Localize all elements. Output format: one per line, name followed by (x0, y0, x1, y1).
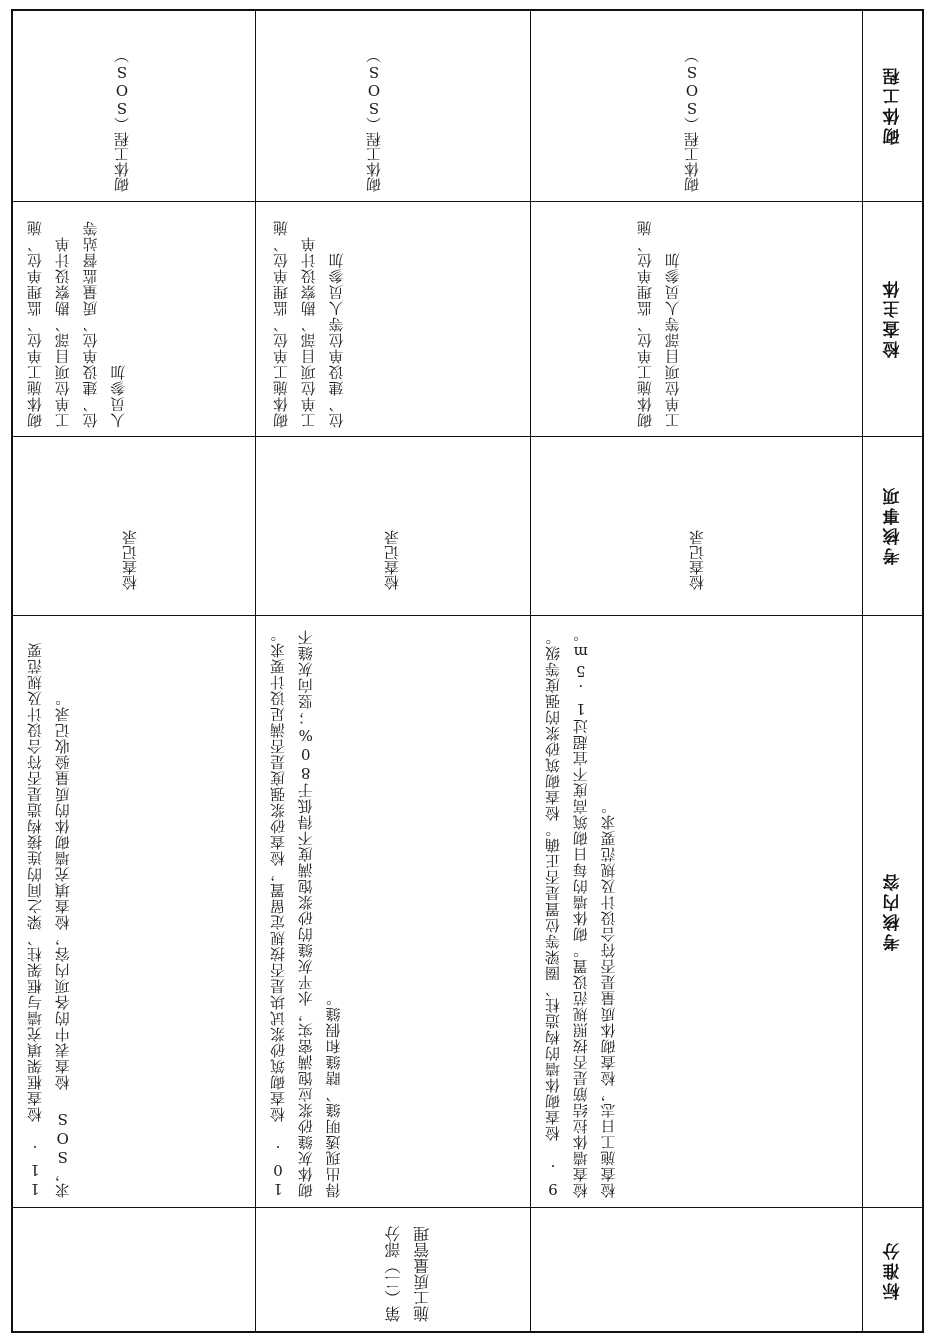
check-cell-1: 检查记录 (688, 530, 706, 590)
column-divider (862, 9, 863, 1333)
row-divider (11, 1207, 924, 1208)
row-divider (11, 201, 924, 202)
basis-cell-3: 砌体工程（SOS） (113, 48, 131, 192)
check-cell-2: 检查记录 (383, 530, 401, 590)
subject-cell-1: 砌体施工单位、监理单位、施工单位项目部等人员参加 (636, 220, 682, 428)
row-divider (11, 615, 924, 616)
header-cell-subject: 检查主体 (883, 278, 904, 359)
header-cell-basis: 砌体工程 (883, 65, 904, 145)
row-divider (11, 436, 924, 437)
content-cell-1: 9. 检查砌体墙的构造柱、圈梁等位置是否正确。检查砌筑砂浆的强度等级。检查墙体拉结筋是否按照规范设置。砌体墙的每日砌筑高度不宜超过1.5m。检查施工日志，检查砌体质量是否符合设计及规范要求。 (544, 626, 618, 1198)
subject-cell-2: 砌体施工单位、监理单位、施工单位项目部、勘察设计单位、建设单位等人员参加 (272, 220, 346, 428)
basis-cell-2: 砌体工程（SOS） (365, 48, 383, 192)
header-cell-score: 标准分 (883, 1240, 904, 1300)
check-cell-3: 检查记录 (121, 530, 139, 590)
column-divider (255, 9, 256, 1333)
column-divider (530, 9, 531, 1333)
header-cell-content: 考核内容 (883, 871, 904, 951)
basis-cell-1: 砌体工程（SOS） (683, 48, 701, 192)
subject-cell-3: 砌体施工单位、监理单位、施工单位项目部、勘察设计单位、建设单位、质量监督站等人员参加 (26, 220, 128, 428)
header-cell-check: 考核事项 (883, 485, 904, 566)
content-cell-2: 10. 检查砌筑砂浆试块是否按规定留置，检查砂浆强度是否满足设计要求。砌体灰缝砂浆应饱满密实，水平灰缝的砂浆饱满度不得低于80%；竖向灰缝不得出现透明缝、瞎缝和假缝。 (269, 626, 343, 1198)
section-label: 第（二）部分施工质量管理 (384, 1226, 432, 1322)
content-cell-3: 11. 检查框架填充墙与框架柱、梁之间的连接构造是否符合设计及规范要求，SOS 检查表中的各项内容，检查填充墙砌体的质量验收记录。 (26, 642, 72, 1198)
